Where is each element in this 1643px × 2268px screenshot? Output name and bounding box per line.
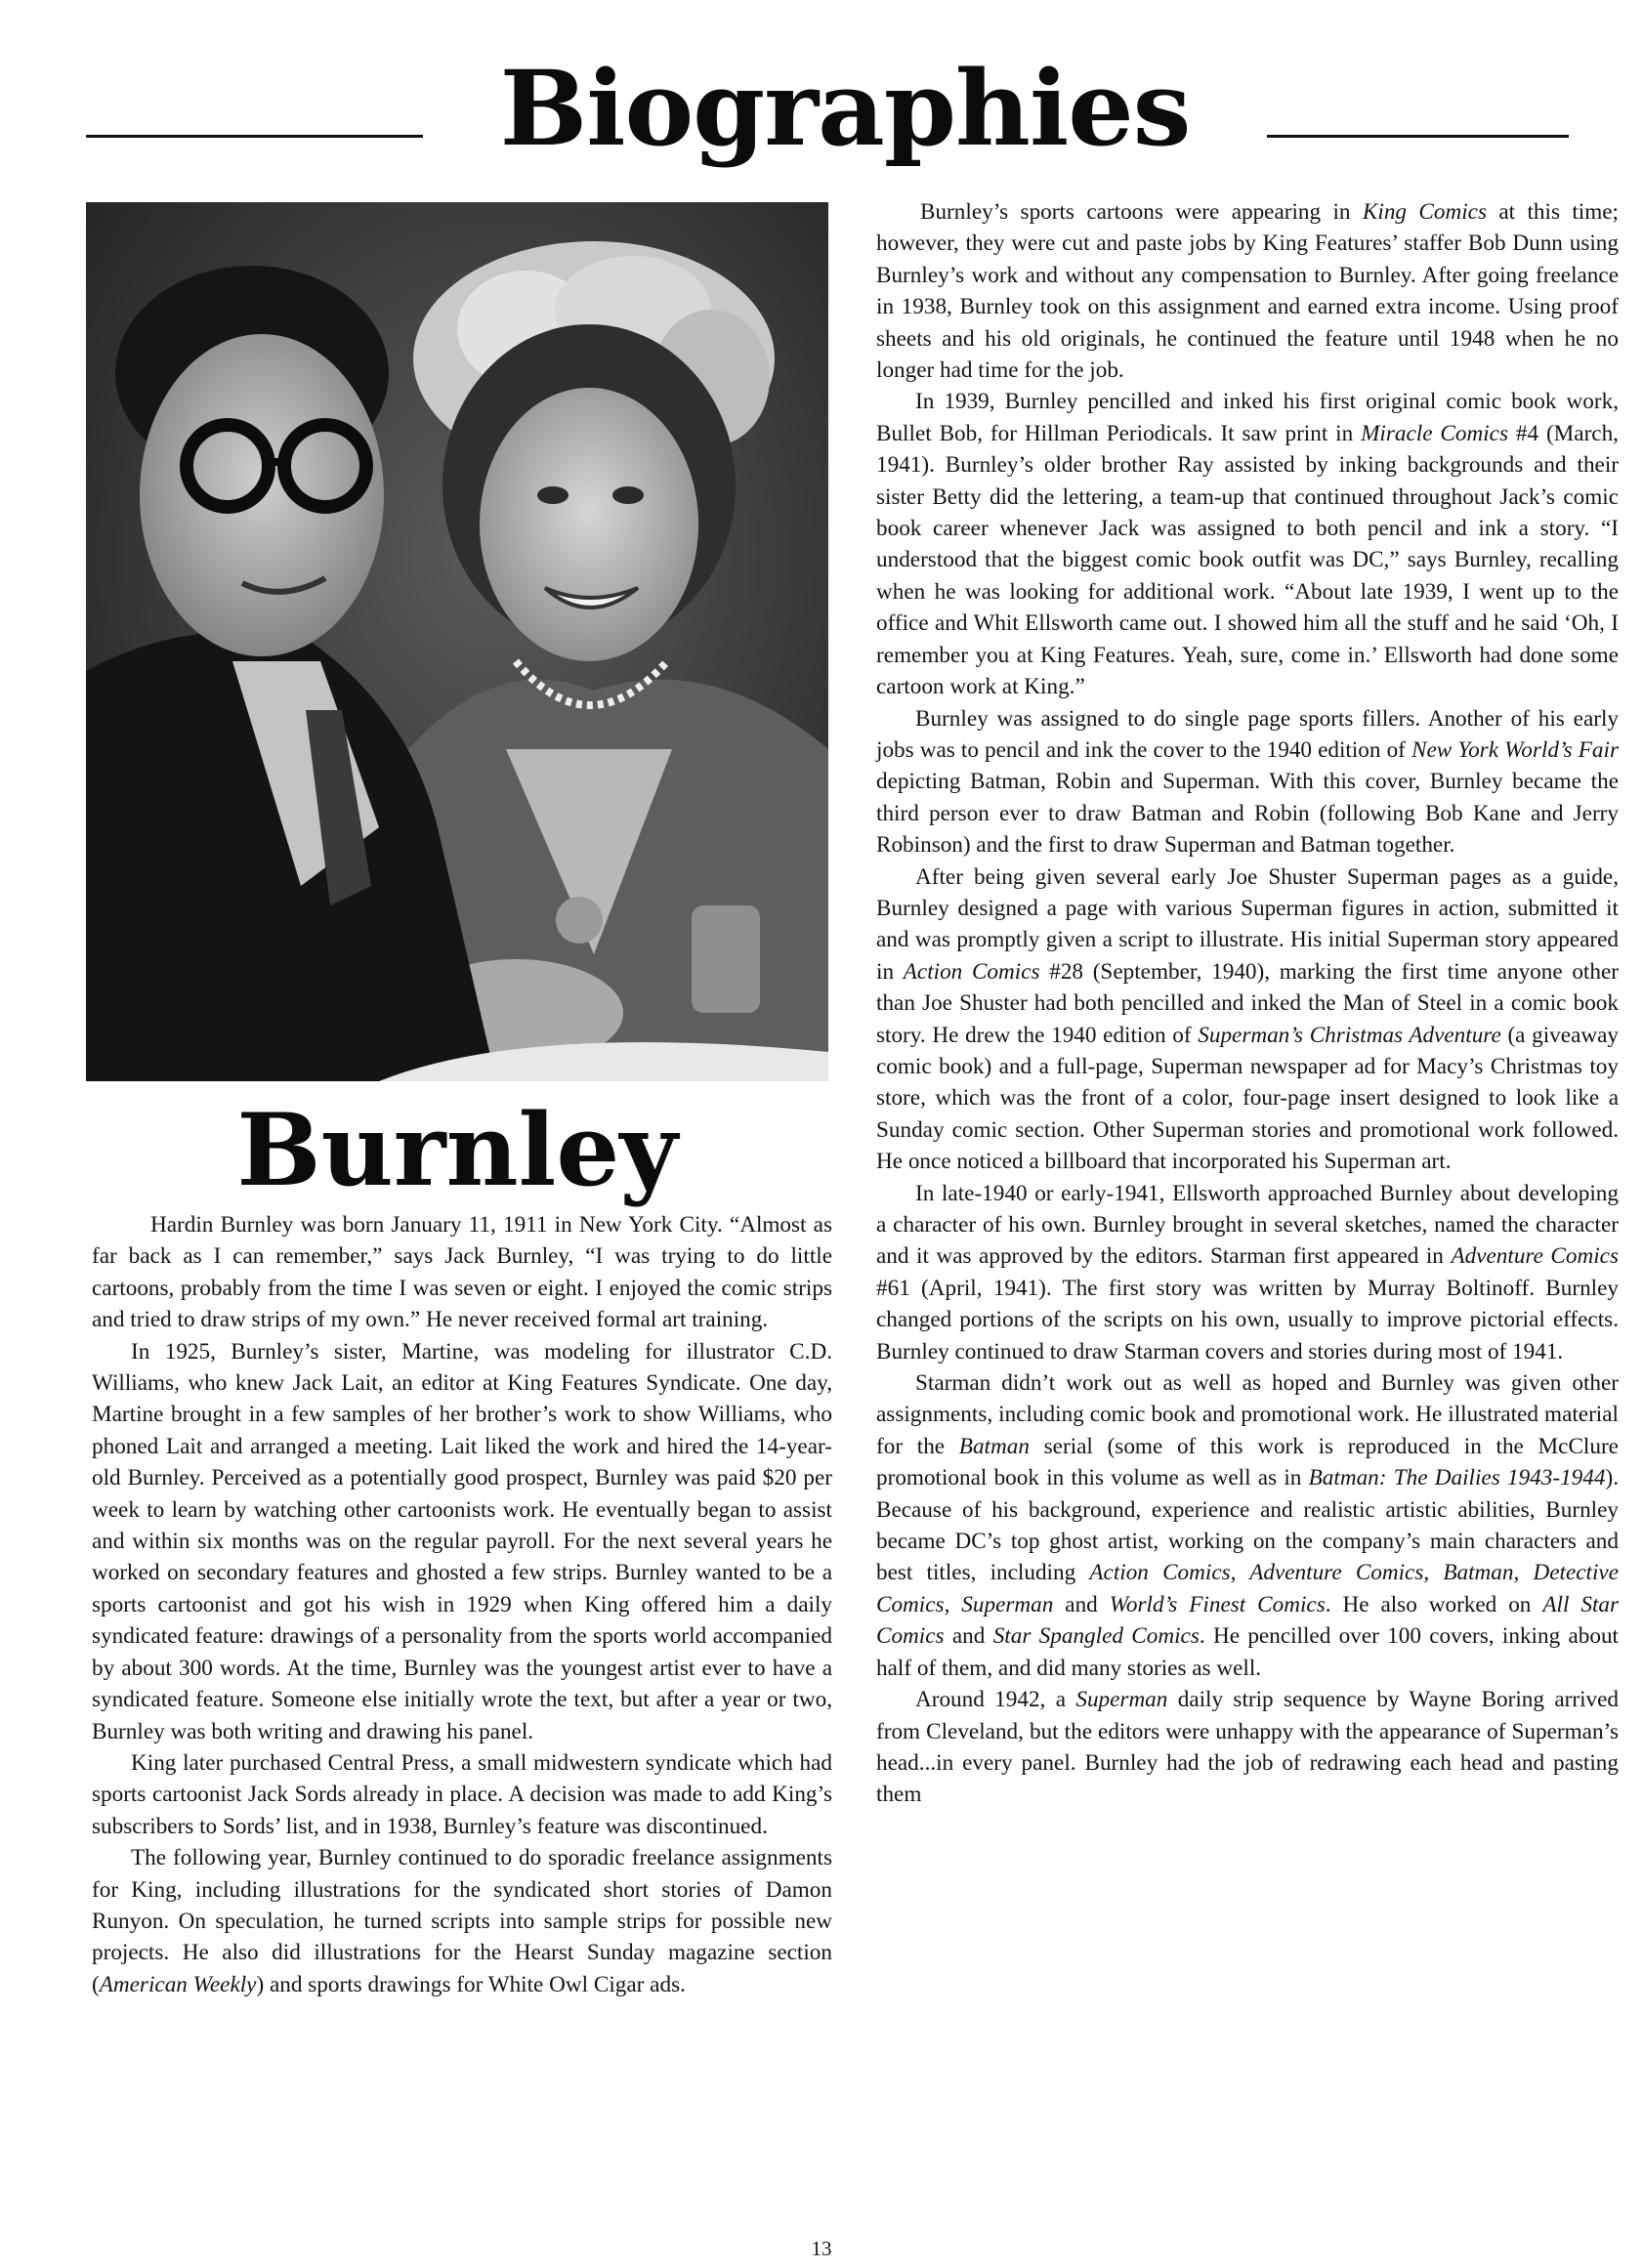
- biography-name: Burnley: [236, 1092, 678, 1209]
- left-column: [92, 1209, 832, 2000]
- page-header: [0, 47, 1643, 169]
- paragraph: Burnley’s sports cartoons were appearing in King Comics at this time; however, they were cut and paste jobs by King Features’ staffer Bob Dunn using Burnley’s work and without any compensation to Burnley. After going freelance in 1938, Burnley took on this assignment and earned extra income. Using proof sheets and his old originals, he continued the feature until 1948 when he no longer had time for the job.: [876, 199, 1620, 384]
- right-column: [876, 196, 1619, 1811]
- portrait-photo: [86, 202, 828, 1081]
- paragraph: Starman didn’t work out as well as hoped and Burnley was given other assignments, including comic book and promotional work. He illustrated material for the Batman serial (some of this work is reproduced in the McClure promotional book in this volume as well as in Batman: The Dailies 1943-1944). Because of his background, experience and realistic artistic abilities, Burnley became DC’s top ghost artist, working on the company’s main characters and best titles, including Action Comics, Adventure Comics, Batman, Detective Comics, Superman and World’s Finest Comics. He also worked on All Star Comics and Star Spangled Comics. He pencilled over 100 covers, inking about half of them, and did many stories as well.: [876, 1370, 1620, 1681]
- paragraph: The following year, Burnley continued to do sporadic freelance assignments for King, including illustrations for the syndicated short stories of Damon Runyon. On speculation, he turned scripts into sample strips for possible new projects. He also did illustrations for the Hearst Sunday magazine section (American Weekly) and sports drawings for White Owl Cigar ads.: [92, 1845, 832, 1997]
- section-title: Biographies: [499, 47, 1191, 169]
- paragraph: In 1939, Burnley pencilled and inked his first original comic book work, Bullet Bob, for Hillman Periodicals. It saw print in Miracle Comics #4 (March, 1941). Burnley’s older brother Ray assisted by inking backgrounds and their sister Betty did the lettering, a team-up that continued throughout Jack’s comic book career whenever Jack was assigned to both pencil and ink a story. “I understood that the biggest comic book outfit was DC,” says Burnley, recalling when he was looking for additional work. “About late 1939, I went up to the office and Whit Ellsworth came out. I showed him all the stuff and he said ‘Oh, I remember you at King Features. Yeah, sure, come in.’ Ellsworth had done some cartoon work at King.”: [876, 389, 1619, 700]
- paragraph: Burnley was assigned to do single page sports fillers. Another of his early jobs was to pencil and ink the cover to the 1940 edition of New York World’s Fair depicting Batman, Robin and Superman. With this cover, Burnley became the third person ever to draw Batman and Robin (following Bob Kane and Jerry Robinson) and the first to draw Superman and Batman together.: [876, 705, 1619, 859]
- paragraph: Hardin Burnley was born January 11, 1911 in New York City. “Almost as far back as I can remember,” says Jack Burnley, “I was trying to do little cartoons, probably from the time I was seven or eight. I enjoyed the comic strips and tried to draw strips of my own.” He never received formal art training.: [92, 1212, 832, 1333]
- paragraph: Around 1942, a Superman daily strip sequence by Wayne Boring arrived from Cleveland, but the editors were unhappy with the appearance of Superman’s head...in every panel. Burnley had the job of redrawing each head and pasting them: [876, 1687, 1619, 1808]
- paragraph: After being given several early Joe Shuster Superman pages as a guide, Burnley designed a page with various Superman figures in action, submitted it and was promptly given a script to illustrate. His initial Superman story appeared in Action Comics #28 (September, 1940), marking the first time anyone other than Joe Shuster had both pencilled and inked the Man of Steel in a comic book story. He drew the 1940 edition of Superman’s Christmas Adventure (a giveaway comic book) and a full-page, Superman newspaper ad for Macy’s Christmas toy store, which was the front of a color, four-page insert designed to look like a Sunday comic section. Other Superman stories and promotional work followed. He once noticed a billboard that incorporated his Superman art.: [876, 863, 1619, 1175]
- header-rule-right: [1267, 135, 1569, 138]
- paragraph: In 1925, Burnley’s sister, Martine, was modeling for illustrator C.D. Williams, who knew Jack Lait, an editor at King Features Syndicate. One day, Martine brought in a few samples of her brother’s work to show Williams, who phoned Lait and arranged a meeting. Lait liked the work and hired the 14-year-old Burnley. Perceived as a potentially good prospect, Burnley was paid $20 per week to learn by watching other cartoonists work. He eventually began to assist and within six months was on the regular payroll. For the next several years he worked on secondary features and ghosted a few strips. Burnley wanted to be a sports cartoonist and got his wish in 1929 when King offered him a daily syndicated feature: drawings of a personality from the sports world accompanied by about 300 words. At the time, Burnley was the youngest artist ever to have a syndicated feature. Someone else initially wrote the text, but after a year or two, Burnley was both writing and drawing his panel.: [92, 1338, 832, 1744]
- paragraph: In late-1940 or early-1941, Ellsworth approached Burnley about developing a character of his own. Burnley brought in several sketches, named the character and it was approved by the editors. Starman first appeared in Adventure Comics #61 (April, 1941). The first story was written by Murray Boltinoff. Burnley changed portions of the scripts on his own, usually to improve pictorial effects. Burnley continued to draw Starman covers and stories during most of 1941.: [876, 1180, 1619, 1365]
- page-number: 13: [811, 2237, 832, 2260]
- paragraph: King later purchased Central Press, a small midwestern syndicate which had sports cartoonist Jack Sords already in place. A decision was made to add King’s subscribers to Sords’ list, and in 1938, Burnley’s feature was discontinued.: [92, 1749, 832, 1839]
- header-rule-left: [86, 135, 423, 138]
